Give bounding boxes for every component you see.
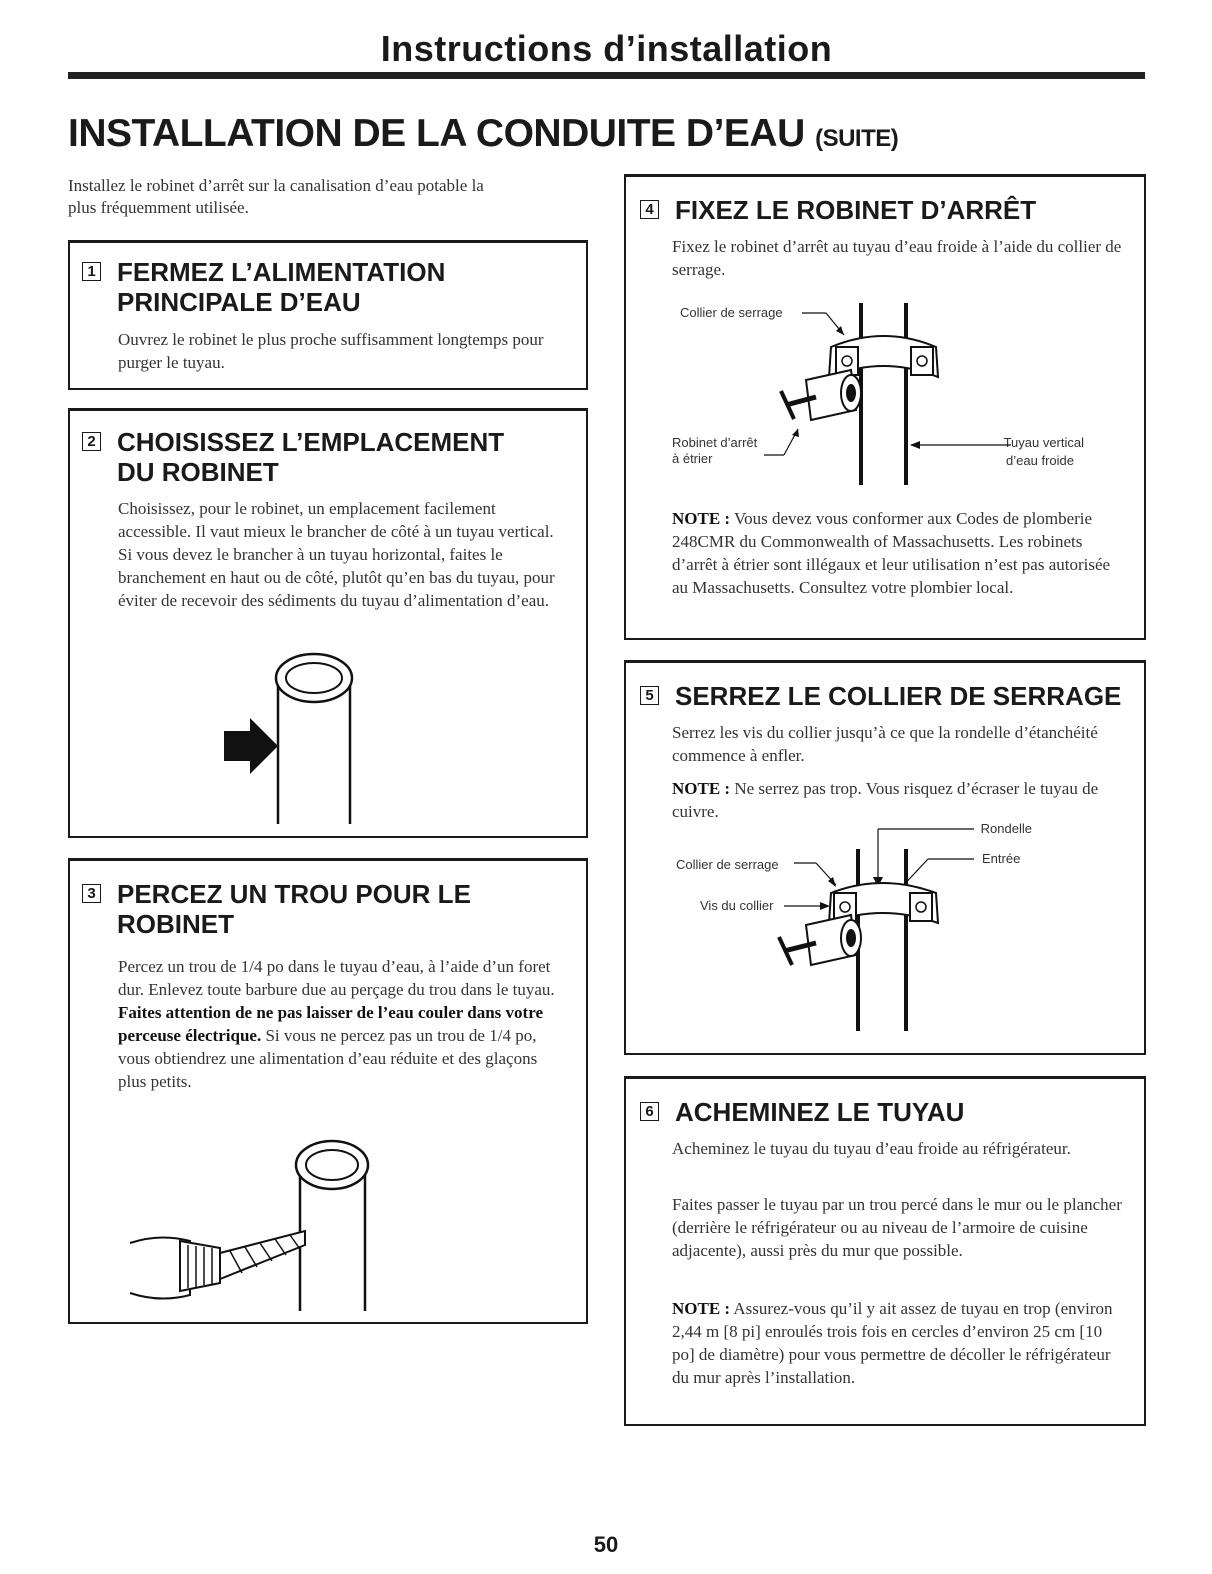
label-collier-de-serrage-2: Collier de serrage [676, 857, 779, 872]
step-2-header [82, 427, 504, 487]
section-title-text: INSTALLATION DE LA CONDUITE D’EAU [68, 112, 805, 155]
label-tuyau-line2: d’eau froide [1006, 453, 1074, 468]
step-6-note [672, 1297, 1122, 1389]
step-5-number: 5 [640, 686, 659, 705]
vertical-pipe-illustration [220, 646, 440, 831]
step-4-number: 4 [640, 200, 659, 219]
saddle-valve-illustration [666, 295, 1136, 495]
step-3-box [68, 858, 588, 1324]
step-1-number: 1 [82, 262, 101, 281]
label-vis-du-collier: Vis du collier [700, 898, 774, 913]
step-5-header [640, 681, 1121, 711]
step-2-title-line2: DU ROBINET [117, 457, 279, 487]
step-6-text-2: Faites passer le tuyau par un trou percé dans le mur ou le plancher (derrière le réfrigérateur ou au niveau de l’armoire de cuisine adjacente), aussi près du mur que possible. [672, 1195, 1122, 1260]
step-6-note-label: NOTE : [672, 1299, 731, 1318]
step-1-box [68, 240, 588, 390]
step-4-note-text: Vous devez vous conformer aux Codes de plomberie 248CMR du Commonwealth of Massachusetts. Les robinets d’arrêt à étrier sont illégaux et leur utilisation n’est pas autorisée au Massachusetts. Consultez votre plombier local. [672, 509, 1111, 597]
label-entree: Entrée [982, 851, 1021, 866]
tightening-illustration [666, 813, 1136, 1043]
drill-pipe-illustration [120, 1133, 450, 1318]
page-header-title: Instructions d’installation [380, 28, 833, 69]
step-2-text: Choisissez, pour le robinet, un emplacement facilement accessible. Il vaut mieux le brancher de côté à un tuyau vertical. Si vous devez le brancher à un tuyau horizontal, faites le branchement en haut ou de côté, plutôt qu’en bas du tuyau, pour éviter de recevoir des sédiments du tuyau d’alimentation d’eau. [118, 499, 555, 610]
label-tuyau-line1: Tuyau vertical [1003, 435, 1084, 450]
step-2-title-line1: CHOISISSEZ L’EMPLACEMENT [117, 427, 505, 457]
step-5-note-label: NOTE : [672, 779, 731, 798]
label-robinet-line1: Robinet d’arrêt [672, 435, 758, 450]
step-2-number: 2 [82, 432, 101, 451]
step-6-box [624, 1076, 1146, 1426]
section-title-suffix: (SUITE) [815, 125, 899, 152]
step-4-note-label: NOTE : [672, 509, 731, 528]
intro-text: Installez le robinet d’arrêt sur la canalisation d’eau potable la plus fréquemment utilisée. [68, 176, 484, 217]
arrow-right-icon [224, 718, 278, 774]
step-3-text [118, 955, 558, 1093]
label-collier-de-serrage: Collier de serrage [680, 305, 783, 320]
step-1-header [82, 257, 445, 317]
step-4-box [624, 174, 1146, 640]
step-3-header [82, 879, 471, 939]
step-6-header [640, 1097, 964, 1127]
step-3-text-a: Percez un trou de 1/4 po dans le tuyau d’eau, à l’aide d’un foret dur. Enlevez toute barbure due au perçage du trou dans le tuyau. [118, 957, 555, 999]
section-title [68, 112, 898, 156]
step-5-text: Serrez les vis du collier jusqu’à ce que la rondelle d’étanchéité commence à enfler. [672, 723, 1098, 765]
step-5-title: SERREZ LE COLLIER DE SERRAGE [675, 681, 1122, 711]
step-1-title-line2: PRINCIPALE D’EAU [117, 287, 361, 317]
step-6-title: ACHEMINEZ LE TUYAU [675, 1097, 965, 1127]
page-header [68, 28, 1145, 70]
page-number: 50 [593, 1532, 619, 1557]
step-3-title-line1: PERCEZ UN TROU POUR LE [117, 879, 471, 909]
header-rule [68, 72, 1145, 79]
step-6-note-text: Assurez-vous qu’il y ait assez de tuyau en trop (environ 2,44 m [8 pi] enroulés trois fois en cercles d’environ 25 cm [10 po] de diamètre) pour vous permettre de décoller le réfrigérateur du mur après l’installation. [672, 1299, 1113, 1387]
drill-icon [130, 1231, 305, 1299]
label-rondelle: Rondelle [980, 821, 1032, 836]
label-robinet-line2: à étrier [672, 451, 713, 466]
step-6-number: 6 [640, 1102, 659, 1121]
step-5-box [624, 660, 1146, 1055]
step-1-title-line1: FERMEZ L’ALIMENTATION [117, 257, 446, 287]
step-3-number: 3 [82, 884, 101, 903]
step-3-text-b: Si vous ne percez pas un trou de 1/4 po, vous obtiendrez une alimentation d’eau réduite et des glaçons plus petits. [118, 1026, 538, 1091]
step-5-note-text: Ne serrez pas trop. Vous risquez d’écraser le tuyau de cuivre. [672, 779, 1099, 821]
step-3-text-bold: Faites attention de ne pas laisser de l’eau couler dans votre perceuse électrique. [118, 1003, 543, 1045]
step-3-title-line2: ROBINET [117, 909, 234, 939]
step-2-box [68, 408, 588, 838]
step-4-note [672, 507, 1122, 599]
step-6-text-1: Acheminez le tuyau du tuyau d’eau froide au réfrigérateur. [672, 1139, 1071, 1158]
step-1-text: Ouvrez le robinet le plus proche suffisamment longtemps pour purger le tuyau. [118, 330, 544, 372]
step-4-text: Fixez le robinet d’arrêt au tuyau d’eau froide à l’aide du collier de serrage. [672, 237, 1122, 279]
step-4-title: FIXEZ LE ROBINET D’ARRÊT [675, 195, 1037, 225]
step-4-header [640, 195, 1036, 225]
